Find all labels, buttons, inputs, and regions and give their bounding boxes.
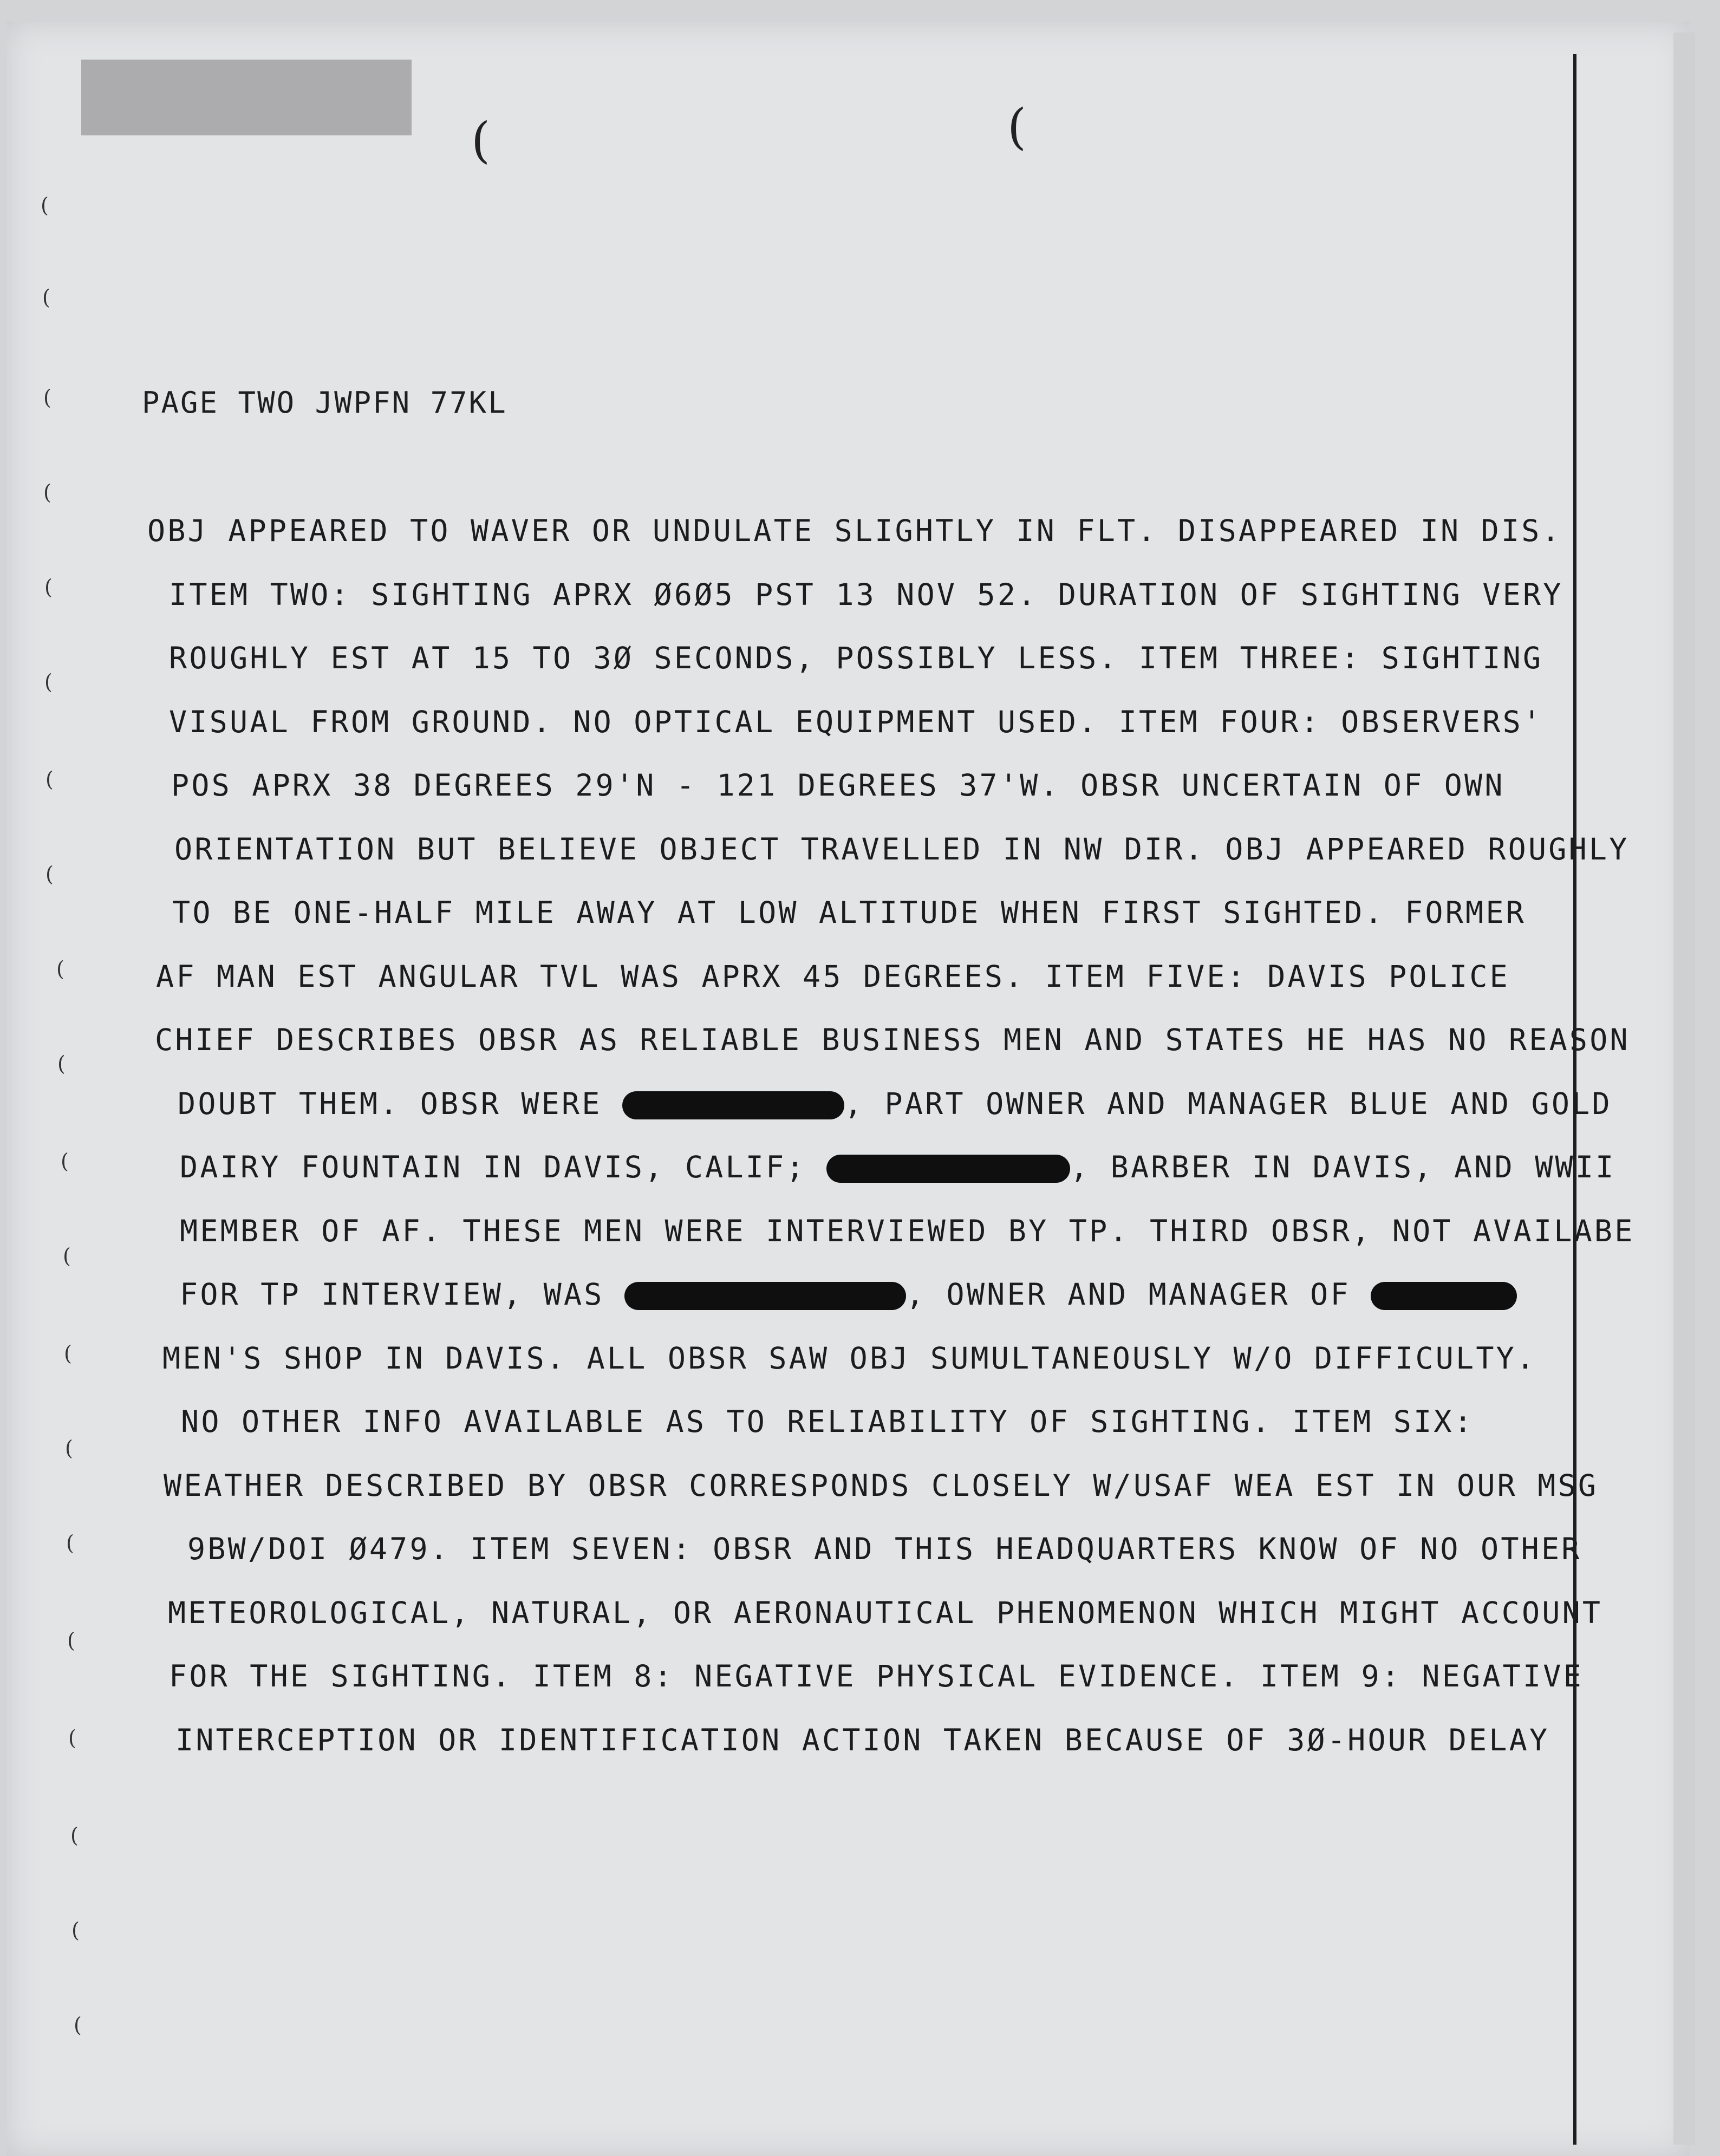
margin-hole-mark: ( [70,1823,79,1847]
line-text: NO OTHER INFO AVAILABLE AS TO RELIABILITY OF SIGHTING. ITEM SIX: [181,1404,1475,1439]
binder-ring-mark-left: ( [471,112,491,169]
line-text: INTERCEPTION OR IDENTIFICATION ACTION TAKEN BECAUSE OF 3Ø-HOUR DELAY [175,1723,1550,1757]
message-line [172,895,1526,930]
message-line [180,1150,1615,1184]
message-line [174,832,1630,867]
message-line [147,513,1562,548]
line-text: , PART OWNER AND MANAGER BLUE AND GOLD [844,1086,1612,1121]
line-text: WEATHER DESCRIBED BY OBSR CORRESPONDS CLOSELY W/USAF WEA EST IN OUR MSG [164,1468,1599,1503]
line-text: MEN'S SHOP IN DAVIS. ALL OBSR SAW OBJ SUMULTANEOUSLY W/O DIFFICULTY. [162,1341,1537,1376]
message-line [180,1214,1635,1248]
line-text: DOUBT THEM. OBSR WERE [178,1086,622,1121]
redaction-bar [826,1155,1070,1183]
line-text: FOR THE SIGHTING. ITEM 8: NEGATIVE PHYSICAL EVIDENCE. ITEM 9: NEGATIVE [169,1659,1584,1693]
binder-ring-mark-right: ( [1007,99,1027,155]
line-text: ORIENTATION BUT BELIEVE OBJECT TRAVELLED IN NW DIR. OBJ APPEARED ROUGHLY [174,832,1630,867]
margin-hole-mark: ( [71,1918,80,1942]
line-text: TO BE ONE-HALF MILE AWAY AT LOW ALTITUDE WHEN FIRST SIGHTED. FORMER [172,895,1526,930]
margin-hole-mark: ( [57,1052,66,1076]
message-line [169,1659,1584,1693]
line-text: 9BW/DOI Ø479. ITEM SEVEN: OBSR AND THIS HEADQUARTERS KNOW OF NO OTHER [187,1532,1582,1566]
redaction-bar [624,1282,906,1310]
line-text: ITEM TWO: SIGHTING APRX Ø6Ø5 PST 13 NOV 52. DURATION OF SIGHTING VERY [169,577,1563,612]
redaction-bar [622,1091,844,1119]
redaction-bar [1371,1282,1517,1310]
line-text: POS APRX 38 DEGREES 29'N - 121 DEGREES 37'W. OBSR UNCERTAIN OF OWN [171,768,1505,803]
message-line [171,768,1505,803]
line-text: FOR TP INTERVIEW, WAS [180,1277,624,1312]
message-line [180,1277,1517,1312]
message-line [178,1086,1612,1121]
margin-hole-mark: ( [43,386,51,409]
line-text: , OWNER AND MANAGER OF [905,1277,1371,1312]
message-line [168,1595,1602,1630]
margin-hole-mark: ( [45,767,54,791]
margin-hole-mark: ( [63,1244,71,1268]
line-text: CHIEF DESCRIBES OBSR AS RELIABLE BUSINESS MEN AND STATES HE HAS NO REASON [155,1022,1630,1057]
line-text: ROUGHLY EST AT 15 TO 3Ø SECONDS, POSSIBLY LESS. ITEM THREE: SIGHTING [169,641,1543,675]
line-text: , BARBER IN DAVIS, AND WWII [1070,1150,1616,1184]
margin-hole-mark: ( [43,480,51,504]
line-text: METEOROLOGICAL, NATURAL, OR AERONAUTICAL PHENOMENON WHICH MIGHT ACCOUNT [168,1595,1603,1630]
margin-hole-mark: ( [45,862,54,886]
message-line [181,1404,1474,1439]
margin-hole-mark: ( [42,285,50,309]
margin-hole-mark: ( [44,670,53,694]
message-line [155,1022,1630,1057]
message-line [187,1532,1582,1566]
margin-hole-mark: ( [65,1436,73,1460]
message-line [162,1341,1536,1376]
message-line [156,959,1510,994]
line-text: DAIRY FOUNTAIN IN DAVIS, CALIF; [180,1150,827,1184]
margin-hole-mark: ( [66,1531,74,1555]
line-text: VISUAL FROM GROUND. NO OPTICAL EQUIPMENT USED. ITEM FOUR: OBSERVERS' [169,705,1543,739]
margin-hole-mark: ( [74,2013,82,2037]
message-line [175,1723,1549,1757]
margin-hole-mark: ( [64,1341,72,1365]
margin-hole-mark: ( [56,957,64,981]
margin-hole-mark: ( [61,1149,69,1173]
margin-hole-mark: ( [41,193,49,217]
page-header: PAGE TWO JWPFN 77KL [142,386,507,420]
message-line [169,577,1563,612]
message-line [169,705,1543,739]
message-line [169,641,1543,675]
margin-hole-mark: ( [67,1629,75,1652]
line-text: AF MAN EST ANGULAR TVL WAS APRX 45 DEGREES. ITEM FIVE: DAVIS POLICE [156,959,1510,994]
margin-hole-mark: ( [68,1726,76,1750]
message-line [164,1468,1598,1503]
margin-hole-mark: ( [44,575,53,599]
line-text: MEMBER OF AF. THESE MEN WERE INTERVIEWED BY TP. THIRD OBSR, NOT AVAILABE [180,1214,1635,1248]
line-text: OBJ APPEARED TO WAVER OR UNDULATE SLIGHTLY IN FLT. DISAPPEARED IN DIS. [147,513,1562,548]
